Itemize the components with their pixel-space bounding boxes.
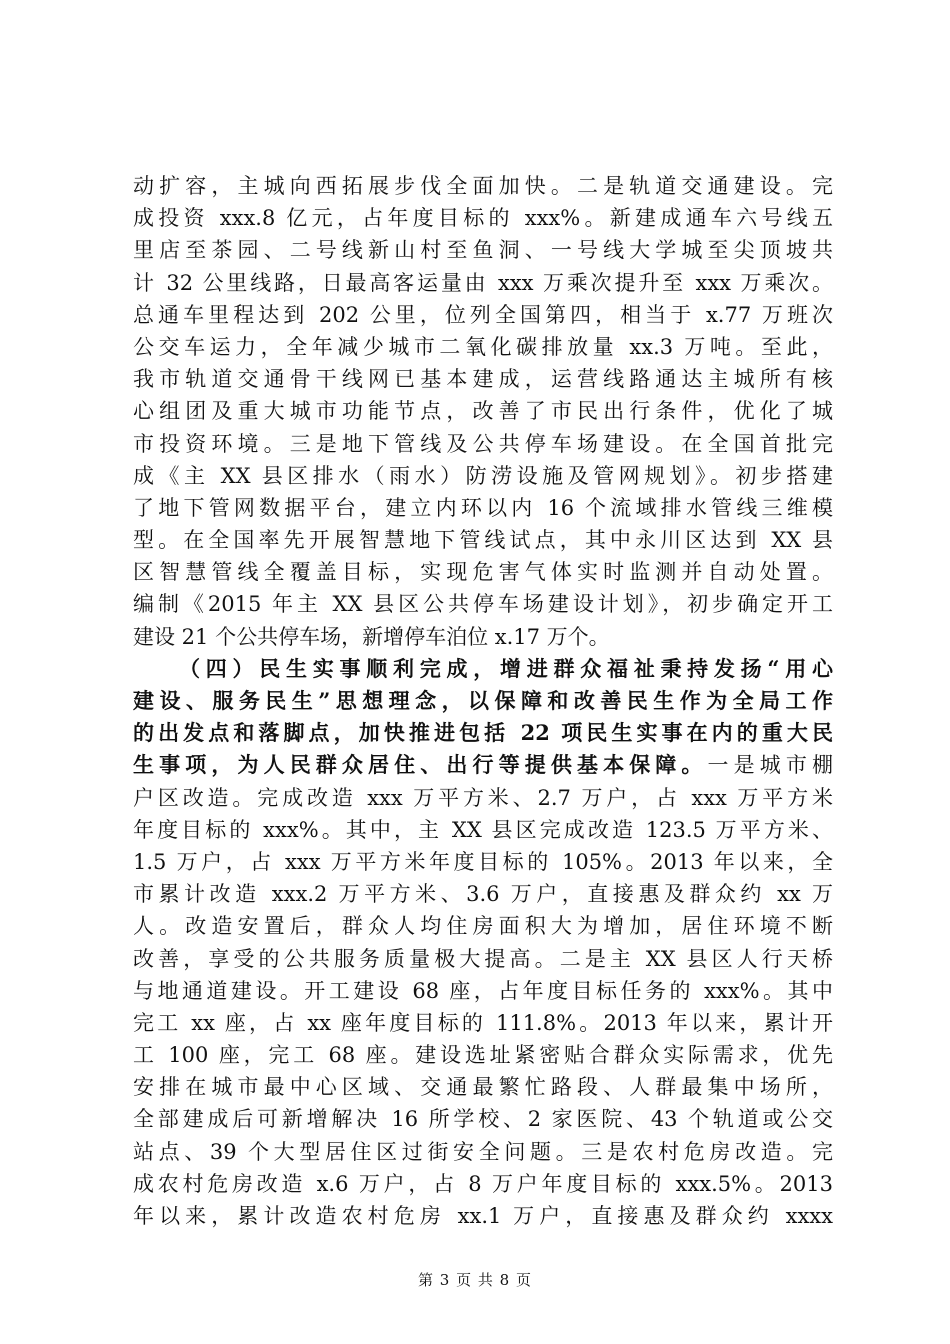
text-line: 市投资环境。三是地下管线及公共停车场建设。在全国首批完 bbox=[133, 431, 833, 456]
heading-tail: 生事项，为人民群众居住、出行等提供基本保障。 bbox=[133, 752, 708, 778]
text-line: 与地通道建设。开工建设 68 座，占年度目标任务的 xxx%。其中 bbox=[133, 978, 833, 1003]
section-heading-line: （四）民生实事顺利完成，增进群众福祉秉持发扬“用心 bbox=[179, 655, 833, 681]
section-heading-line: 建设、服务民生”思想理念，以保障和改善民生作为全局工作 bbox=[133, 688, 833, 713]
text-line: 成农村危房改造 x.6 万户，占 8 万户年度目标的 xxx.5%。2013 bbox=[133, 1171, 833, 1196]
text-line: 年以来，累计改造农村危房 xx.1 万户，直接惠及群众约 xxxx bbox=[133, 1204, 833, 1228]
paragraph-2 bbox=[133, 653, 833, 1232]
text-line: 年度目标的 xxx%。其中，主 XX 县区完成改造 123.5 万平方米、 bbox=[133, 817, 833, 842]
text-line: 成投资 xxx.8 亿元，占年度目标的 xxx%。新建成通车六号线五 bbox=[133, 206, 833, 231]
page-number-footer: 第 3 页 共 8 页 bbox=[418, 1271, 532, 1289]
text-line: 公交车运力，全年减少城市二氧化碳排放量 xx.3 万吨。至此， bbox=[133, 334, 833, 359]
text-line: 动扩容，主城向西拓展步伐全面加快。二是轨道交通建设。完 bbox=[133, 174, 833, 198]
text-line: 户区改造。完成改造 xxx 万平方米、2.7 万户，占 xxx 万平方米 bbox=[133, 785, 833, 810]
text-line: 建设 21 个公共停车场，新增停车泊位 x.17 万个。 bbox=[133, 624, 610, 649]
text-line: 总通车里程达到 202 公里，位列全国第四，相当于 x.77 万班次 bbox=[133, 302, 833, 327]
text-line: 成《主 XX 县区排水（雨水）防涝设施及管网规划》。初步搭建 bbox=[133, 463, 833, 488]
text-line: 安排在城市最中心区域、交通最繁忙路段、人群最集中场所， bbox=[133, 1075, 833, 1100]
text-line: 型。在全国率先开展智慧地下管线试点，其中永川区达到 XX 县 bbox=[133, 528, 833, 553]
text-line: 1.5 万户，占 xxx 万平方米年度目标的 105%。2013 年以来，全 bbox=[133, 849, 833, 874]
text-line: 我市轨道交通骨干线网已基本建成，运营线路通达主城所有核 bbox=[133, 367, 833, 392]
text-line: 编制《2015 年主 XX 县区公共停车场建设计划》，初步确定开工 bbox=[133, 592, 833, 617]
text-line: 人。改造安置后，群众人均住房面积大为增加，居住环境不断 bbox=[133, 914, 833, 939]
body-text: 一是城市棚 bbox=[707, 753, 834, 778]
text-line: 区智慧管线全覆盖目标，实现危害气体实时监测并自动处置。 bbox=[133, 560, 833, 585]
section-heading-line: 的出发点和落脚点，加快推进包括 22 项民生实事在内的重大民 bbox=[133, 720, 833, 746]
text-line: 市累计改造 xxx.2 万平方米、3.6 万户，直接惠及群众约 xx 万 bbox=[133, 882, 833, 907]
text-line: 站点、39 个大型居住区过街安全问题。三是农村危房改造。完 bbox=[133, 1139, 833, 1164]
text-line: 改善，享受的公共服务质量极大提高。二是主 XX 县区人行天桥 bbox=[133, 946, 833, 971]
paragraph-1 bbox=[133, 170, 833, 653]
text-line: 工 100 座，完工 68 座。建设选址紧密贴合群众实际需求，优先 bbox=[133, 1043, 833, 1068]
text-line bbox=[133, 749, 833, 781]
text-line: 全部建成后可新增解决 16 所学校、2 家医院、43 个轨道或公交 bbox=[133, 1107, 833, 1132]
text-line: 完工 xx 座，占 xx 座年度目标的 111.8%。2013 年以来，累计开 bbox=[133, 1010, 833, 1035]
document-body bbox=[133, 170, 833, 1232]
text-line: 里店至茶园、二号线新山村至鱼洞、一号线大学城至尖顶坡共 bbox=[133, 238, 833, 263]
text-line: 计 32 公里线路，日最高客运量由 xxx 万乘次提升至 xxx 万乘次。 bbox=[133, 270, 833, 295]
text-line: 心组团及重大城市功能节点，改善了市民出行条件，优化了城 bbox=[133, 399, 833, 424]
text-line: 了地下管网数据平台，建立内环以内 16 个流域排水管线三维模 bbox=[133, 495, 833, 520]
